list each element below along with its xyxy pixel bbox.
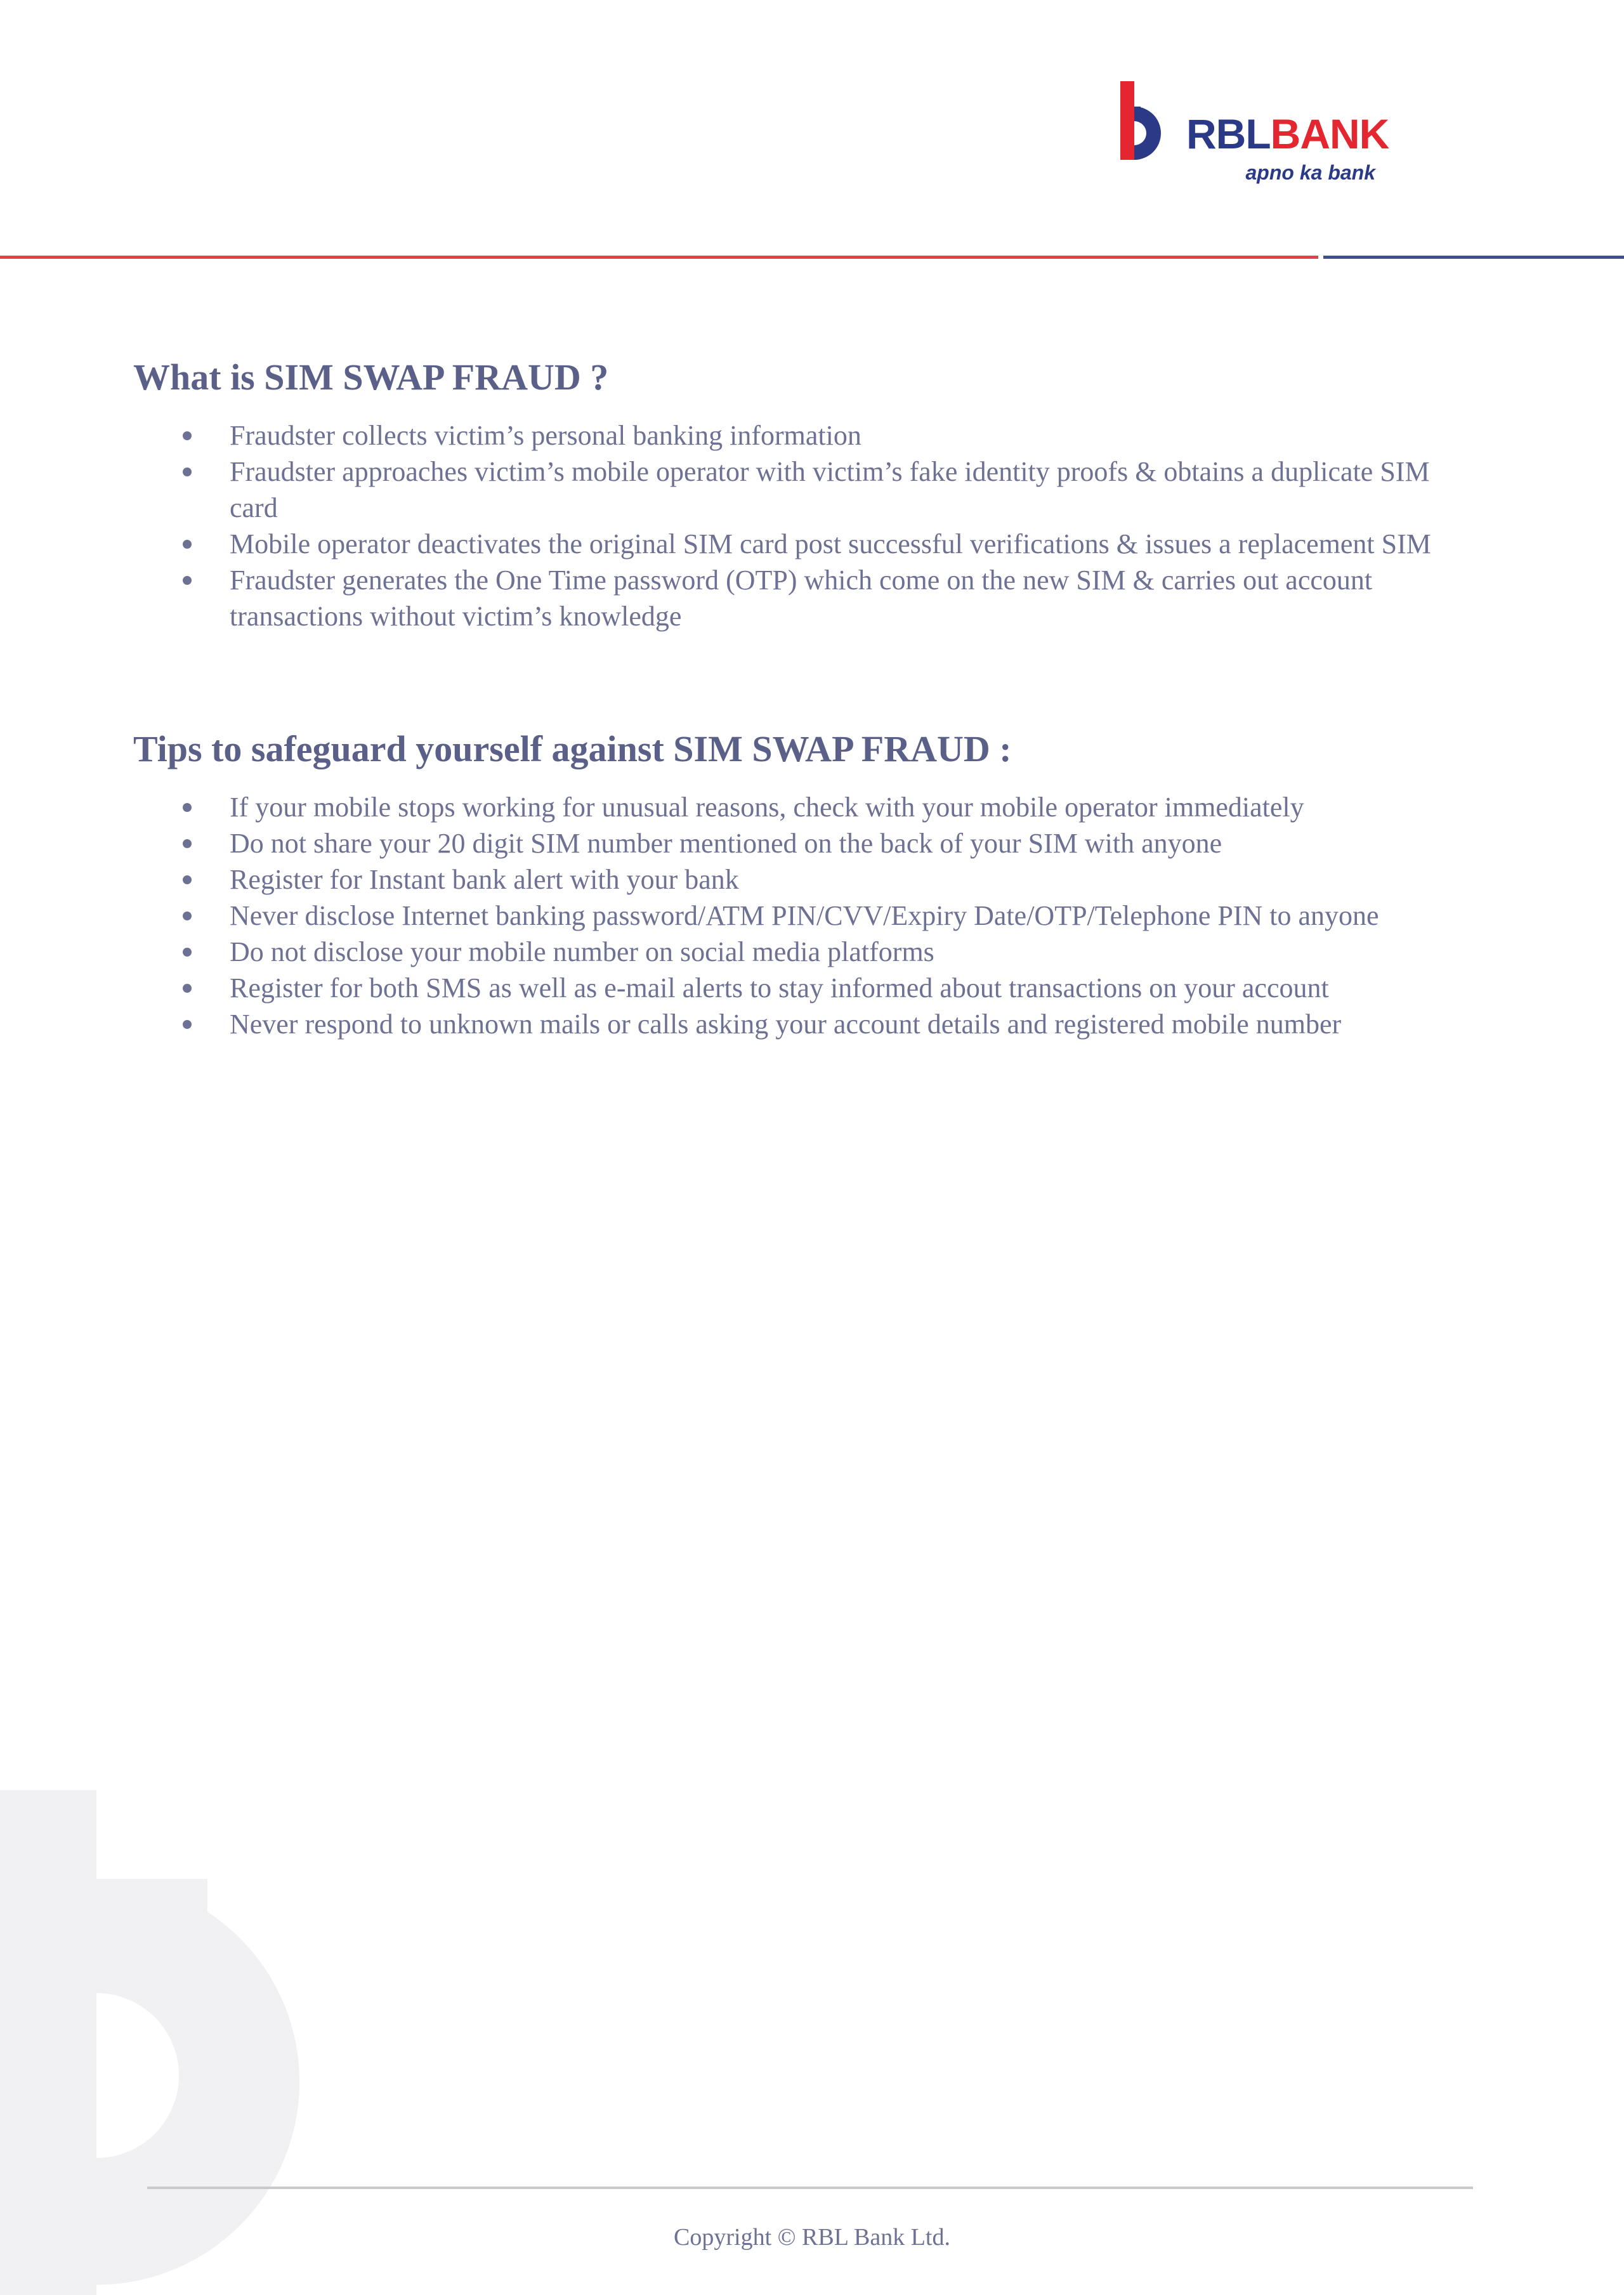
- list-item: [133, 526, 1465, 562]
- bullet-icon: [183, 803, 192, 812]
- logo-name-rbl: RBL: [1186, 110, 1271, 157]
- list-item-text: Never disclose Internet banking password/ATM PIN/CVV/Expiry Date/OTP/Telephone PIN to anyone: [230, 900, 1379, 931]
- list-item-text: Mobile operator deactivates the original SIM card post successful verifications & issues a replacement SIM: [230, 528, 1431, 559]
- section-heading-tips: Tips to safeguard yourself against SIM SWAP FRAUD :: [133, 728, 1012, 769]
- list-item-text: If your mobile stops working for unusual reasons, check with your mobile operator immediately: [230, 792, 1304, 823]
- list-item-text: Register for both SMS as well as e-mail alerts to stay informed about transactions on your account: [230, 972, 1329, 1004]
- document-content: [133, 343, 1465, 1042]
- bullet-icon: [183, 948, 192, 957]
- list-item-text: Fraudster collects victim’s personal banking information: [230, 420, 861, 451]
- rbl-b-logo-icon: [1116, 81, 1180, 160]
- list-item-text: Fraudster generates the One Time password (OTP) which come on the new SIM & carries out account transactions without victim’s knowledge: [230, 565, 1373, 632]
- header-rule-blue: [1323, 256, 1624, 259]
- logo-wordmark: [1186, 110, 1389, 157]
- section-heading-what-is: What is SIM SWAP FRAUD ?: [133, 356, 609, 398]
- list-item: [133, 898, 1465, 934]
- list-item: [133, 789, 1465, 825]
- header-rule-red: [0, 256, 1318, 259]
- copyright-text: Copyright © RBL Bank Ltd.: [674, 2224, 950, 2251]
- list-item: [133, 861, 1465, 898]
- bullet-icon: [183, 1020, 192, 1029]
- list-item: [133, 1006, 1465, 1042]
- bullet-icon: [183, 576, 192, 585]
- bullet-icon: [183, 540, 192, 549]
- rbl-bank-logo: [1116, 81, 1389, 189]
- logo-name-bank: BANK: [1270, 110, 1389, 157]
- list-item-text: Do not disclose your mobile number on social media platforms: [230, 936, 934, 967]
- list-item: [133, 934, 1465, 970]
- logo-tagline: apno ka bank: [1245, 161, 1375, 184]
- list-item-text: Fraudster approaches victim’s mobile operator with victim’s fake identity proofs & obtains a duplicate SIM card: [230, 456, 1430, 523]
- list-item: [133, 970, 1465, 1006]
- list-item-text: Do not share your 20 digit SIM number mentioned on the back of your SIM with anyone: [230, 828, 1222, 859]
- footer-rule: [147, 2187, 1473, 2189]
- bullet-icon: [183, 431, 192, 440]
- list-item-text: Register for Instant bank alert with your bank: [230, 864, 739, 895]
- list-item: [133, 825, 1465, 861]
- bullet-icon: [183, 468, 192, 476]
- bullet-icon: [183, 984, 192, 993]
- list-item-text: Never respond to unknown mails or calls asking your account details and registered mobile number: [230, 1009, 1342, 1040]
- bullet-icon: [183, 875, 192, 884]
- rbl-b-watermark-icon: [0, 1790, 406, 2295]
- tips-list: [133, 789, 1465, 1042]
- list-item: [133, 562, 1465, 634]
- bullet-icon: [183, 839, 192, 848]
- list-item: [133, 417, 1465, 454]
- bullet-icon: [183, 912, 192, 920]
- list-item: [133, 454, 1465, 526]
- what-is-list: [133, 417, 1465, 634]
